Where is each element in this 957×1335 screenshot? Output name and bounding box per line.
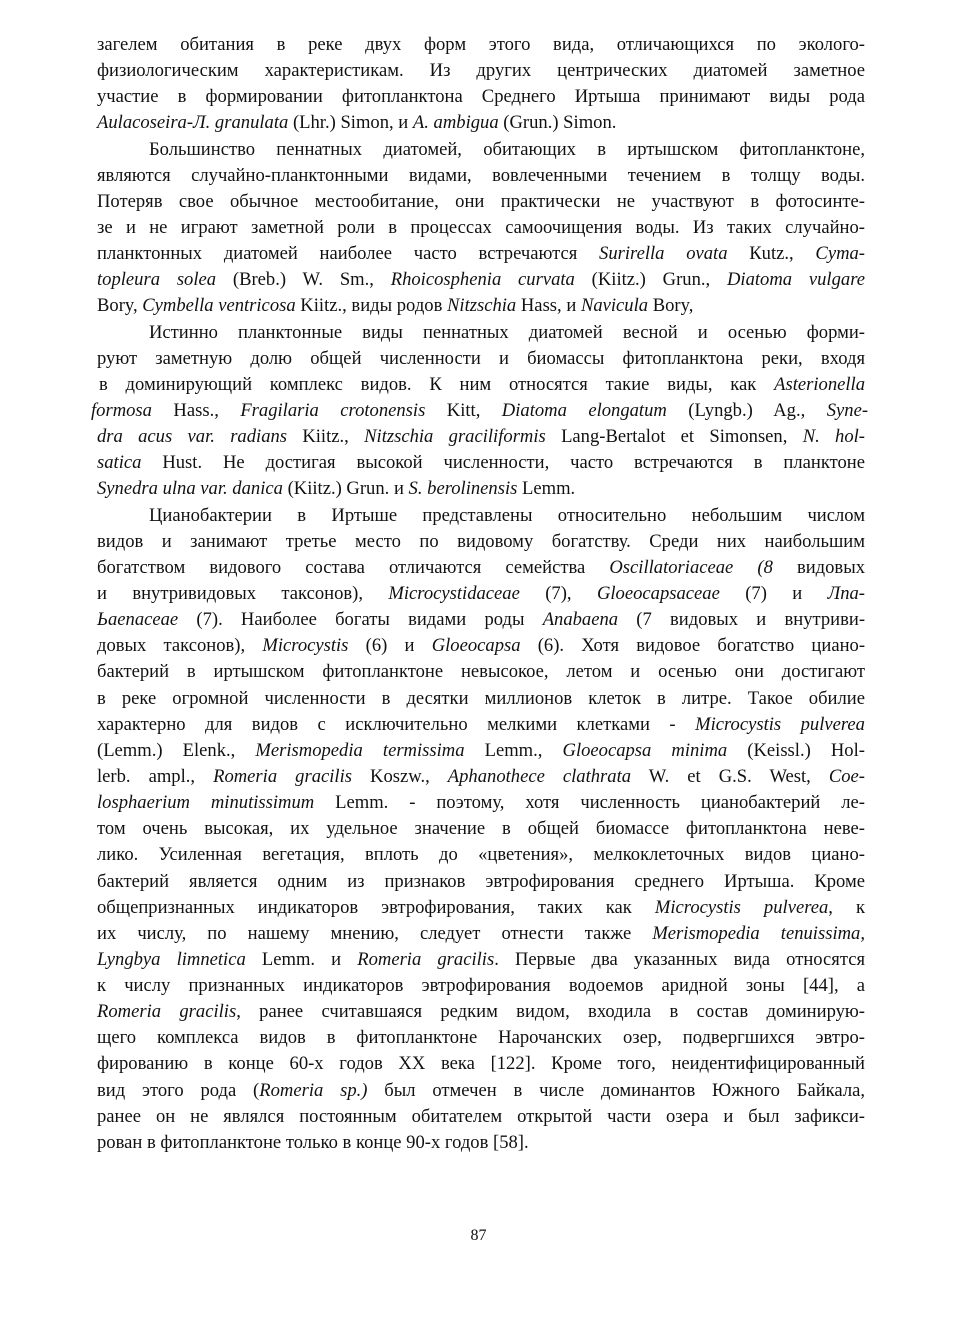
italic-term: Gloeocapsa minima: [562, 739, 728, 761]
text-run: Kiitz., виды родов: [295, 295, 448, 317]
italic-term: Romeria gracilis: [97, 1001, 237, 1023]
italic-term: Лпа-: [827, 582, 865, 604]
text-run: Потеряв свое обычное местообитание, они практически не участвуют в фотосинте-: [97, 190, 865, 212]
italic-term: Synedra ulna var. danica: [97, 478, 283, 500]
text-line: [97, 633, 865, 659]
text-line: [97, 320, 865, 346]
italic-term: S. berolinensis: [408, 478, 518, 500]
text-line: [97, 163, 865, 189]
text-run: видовых: [772, 556, 865, 578]
italic-term: Cymbella ventricosa: [142, 295, 296, 317]
text-run: том очень высокая, их удельное значение в общей биомассе фитопланктона неве-: [97, 818, 865, 840]
text-run: богатством видового состава отличаются семейства: [97, 556, 610, 578]
text-run: в реке огромной численности в десятки миллионов клеток в литре. Такое обилие: [97, 687, 865, 709]
italic-term: Nitzschia: [447, 295, 517, 317]
text-run: ранее он не являлся постоянным обитателем открытой части озера и был зафикси-: [97, 1105, 865, 1127]
text-line: [97, 1025, 865, 1051]
page-number: 87: [470, 1227, 487, 1244]
italic-term: Nitzschia graciliformis: [364, 426, 546, 448]
text-run: зе и не играют заметной роли в процессах самоочищения воды. Из таких случайно-: [97, 216, 865, 238]
text-run: (Breb.) W. Sm.,: [216, 269, 391, 291]
text-line: [97, 895, 865, 921]
italic-term: Cyma-: [815, 243, 865, 265]
text-line: [97, 947, 865, 973]
text-run: Lemm. и: [245, 948, 358, 970]
text-run: (Lemm.) Elenk.,: [97, 739, 256, 761]
italic-term: A. ambigua: [412, 112, 499, 134]
text-run: бактерий является одним из признаков эвтрофирования среднего Иртыша. Кроме: [97, 870, 865, 892]
italic-term: Microcystis pulverea: [654, 896, 829, 918]
text-run: Lemm. - поэтому, хотя численность цианобактерий ле-: [314, 792, 865, 814]
text-run: Большинство пеннатных диатомей, обитающих в иртышском фитопланктоне,: [149, 138, 865, 160]
text-run: (Lhr.) Simon, и: [288, 112, 413, 134]
text-run: участие в формировании фитопланктона Среднего Иртыша принимают виды рода: [97, 86, 865, 108]
text-line: [97, 529, 865, 555]
text-line: [97, 764, 865, 790]
page-body: [91, 32, 869, 1156]
italic-term: Anabaena: [542, 609, 619, 631]
italic-term: Syne-: [826, 399, 869, 421]
text-run: Bory,: [648, 295, 694, 317]
text-line: [97, 712, 865, 738]
text-run: Истинно планктонные виды пеннатных диатомей весной и осенью форми-: [149, 321, 865, 343]
text-run: в доминирующий комплекс видов. К ним относятся такие виды, как: [99, 373, 775, 395]
italic-term: Diatoma elongatum: [501, 399, 667, 421]
text-line: [97, 424, 865, 450]
italic-term: Fragilaria crotonensis: [240, 399, 426, 421]
italic-term: Romeria gracilis: [357, 948, 495, 970]
text-line: [97, 476, 865, 502]
text-line: [99, 372, 865, 398]
text-line: [97, 293, 865, 319]
text-line: [97, 842, 865, 868]
text-line: [97, 58, 865, 84]
text-run: Kitt,: [425, 399, 502, 421]
text-run: Hass.,: [151, 399, 241, 421]
text-run: W. et G.S. West,: [631, 765, 829, 787]
text-run: довых таксонов),: [97, 635, 263, 657]
text-run: рован в фитопланктоне только в конце 90-х годов [58].: [97, 1131, 529, 1153]
text-line: [97, 1104, 865, 1130]
text-run: и внутривидовых таксонов),: [97, 582, 389, 604]
text-run: физиологическим характеристикам. Из других центрических диатомей заметное: [97, 60, 865, 82]
italic-term: topleura solea: [97, 269, 217, 291]
text-run: . Первые два указанных вида относятся: [494, 948, 866, 970]
italic-term: Asterionella: [774, 373, 865, 395]
text-run: (7) и: [719, 582, 828, 604]
italic-term: Surirella ovata: [599, 243, 728, 265]
italic-term: losphaerium minutissimum: [97, 792, 315, 814]
text-line: [97, 1130, 865, 1156]
text-run: вид этого рода (: [97, 1079, 260, 1101]
text-run: Цианобактерии в Иртыше представлены относительно небольшим числом: [149, 504, 865, 526]
text-run: являются случайно-планктонными видами, вовлеченными течением в толщу воды.: [97, 164, 865, 186]
text-run: (Grun.) Simon.: [498, 112, 617, 134]
text-run: Lang-Bertalot et Simonsen,: [545, 426, 803, 448]
paragraph-p2: [97, 137, 865, 320]
text-run: (Lyngb.) Ag.,: [666, 399, 827, 421]
text-run: Hust. Не достигая высокой численности, часто встречаются в планктоне: [141, 452, 865, 474]
text-run: лико. Усиленная вегетация, вплоть до «цветения», мелкоклеточных видов циано-: [97, 844, 865, 866]
italic-term: satica: [97, 452, 142, 474]
text-run: щего комплекса видов в фитопланктоне Нарочанских озер, подвергшихся эвтро-: [97, 1027, 865, 1049]
italic-term: Romeria gracilis: [213, 765, 352, 787]
text-line: [97, 267, 865, 293]
italic-term: Microcystis pulverea: [695, 713, 865, 735]
italic-term: Aphanothece clathrata: [447, 765, 632, 787]
text-line: [97, 189, 865, 215]
italic-term: Navicula: [580, 295, 649, 317]
italic-term: Romeria sp.): [259, 1079, 368, 1101]
italic-term: formosa: [91, 399, 152, 421]
text-run: Кutz.,: [727, 243, 816, 265]
text-line: [97, 1051, 865, 1077]
paragraph-p4: [97, 503, 865, 1157]
text-run: Koszw.,: [351, 765, 448, 787]
italic-term: Aulacoseira-Л. granulata: [97, 112, 289, 134]
italic-term: Gloeocapsaceae: [596, 582, 720, 604]
text-line: [97, 346, 865, 372]
italic-term: Ьaenaceae: [97, 609, 179, 631]
text-line: [97, 555, 865, 581]
italic-term: Diatoma vulgare: [727, 269, 865, 291]
text-line: [91, 398, 868, 424]
text-line: [97, 999, 865, 1025]
text-run: фированию в конце 60-х годов XX века [122]. Кроме того, неидентифицированный: [97, 1053, 865, 1075]
text-line: [97, 137, 865, 163]
text-line: [97, 110, 865, 136]
italic-term: Oscillatoriaceae (8: [609, 556, 773, 578]
paragraph-p1: [97, 32, 865, 137]
text-line: [97, 581, 865, 607]
text-run: бактерий в иртышском фитопланктоне невысокое, летом и осенью они достигают: [97, 661, 865, 683]
italic-term: Coe-: [828, 765, 866, 787]
text-run: (7). Наиболее богаты видами роды: [178, 609, 543, 631]
text-run: Lemm.,: [464, 739, 563, 761]
italic-term: Rhoicosphenia curvata: [390, 269, 575, 291]
text-line: [97, 738, 865, 764]
text-line: [97, 1078, 865, 1104]
text-run: (Keissl.) Hol-: [727, 739, 865, 761]
italic-term: N. hol-: [802, 426, 865, 448]
text-run: (Kiitz.) Grun.,: [574, 269, 727, 291]
text-run: планктонных диатомей наиболее часто встречаются: [97, 243, 600, 265]
text-run: руют заметную долю общей численности и биомассы фитопланктона реки, входя: [97, 347, 865, 369]
text-run: (6). Хотя видовое богатство циано-: [520, 635, 866, 657]
text-run: , к: [828, 896, 865, 918]
text-line: [97, 686, 865, 712]
text-line: [97, 503, 865, 529]
text-run: Bory,: [97, 295, 143, 317]
text-run: (Kiitz.) Grun. и: [282, 478, 409, 500]
text-line: [97, 32, 865, 58]
text-line: [97, 816, 865, 842]
text-line: [97, 921, 865, 947]
text-line: [97, 215, 865, 241]
text-run: (6) и: [348, 635, 432, 657]
paragraph-p3: [91, 320, 869, 503]
italic-term: Microcystis: [262, 635, 349, 657]
text-run: их числу, по нашему мнению, следует отнести также: [97, 922, 653, 944]
text-run: , ранее считавшаяся редким видом, входила в состав доминирую-: [236, 1001, 865, 1023]
italic-term: Merismopedia tenuissima,: [652, 922, 865, 944]
text-run: общепризнанных индикаторов эвтрофирования, таких как: [97, 896, 655, 918]
text-run: характерно для видов с исключительно мелкими клетками -: [97, 713, 696, 735]
text-run: Lemm.: [517, 478, 576, 500]
italic-term: dra acus var. radians: [97, 426, 288, 448]
text-line: [97, 450, 865, 476]
text-run: Kiitz.,: [287, 426, 365, 448]
text-line: [97, 84, 865, 110]
text-line: [97, 607, 865, 633]
text-line: [97, 869, 865, 895]
text-run: к числу признанных индикаторов эвтрофирования водоемов аридной зоны [44], а: [97, 975, 865, 997]
text-run: Hass, и: [516, 295, 581, 317]
italic-term: Merismopedia termissima: [255, 739, 465, 761]
italic-term: Gloeocapsa: [431, 635, 521, 657]
text-run: lerb. ampl.,: [97, 765, 214, 787]
text-line: [97, 241, 865, 267]
italic-term: Lyngbya limnetica: [97, 948, 246, 970]
text-line: [97, 790, 865, 816]
text-run: был отмечен в числе доминантов Южного Байкала,: [367, 1079, 865, 1101]
italic-term: Microcystidaceae: [388, 582, 520, 604]
text-run: видов и занимают третье место по видовому богатству. Среди них наибольшим: [97, 530, 865, 552]
text-line: [97, 659, 865, 685]
text-run: загелем обитания в реке двух форм этого вида, отличающихся по эколого-: [97, 34, 865, 55]
text-run: (7 видовых и внутриви-: [618, 609, 866, 631]
text-line: [97, 973, 865, 999]
text-run: (7),: [519, 582, 597, 604]
